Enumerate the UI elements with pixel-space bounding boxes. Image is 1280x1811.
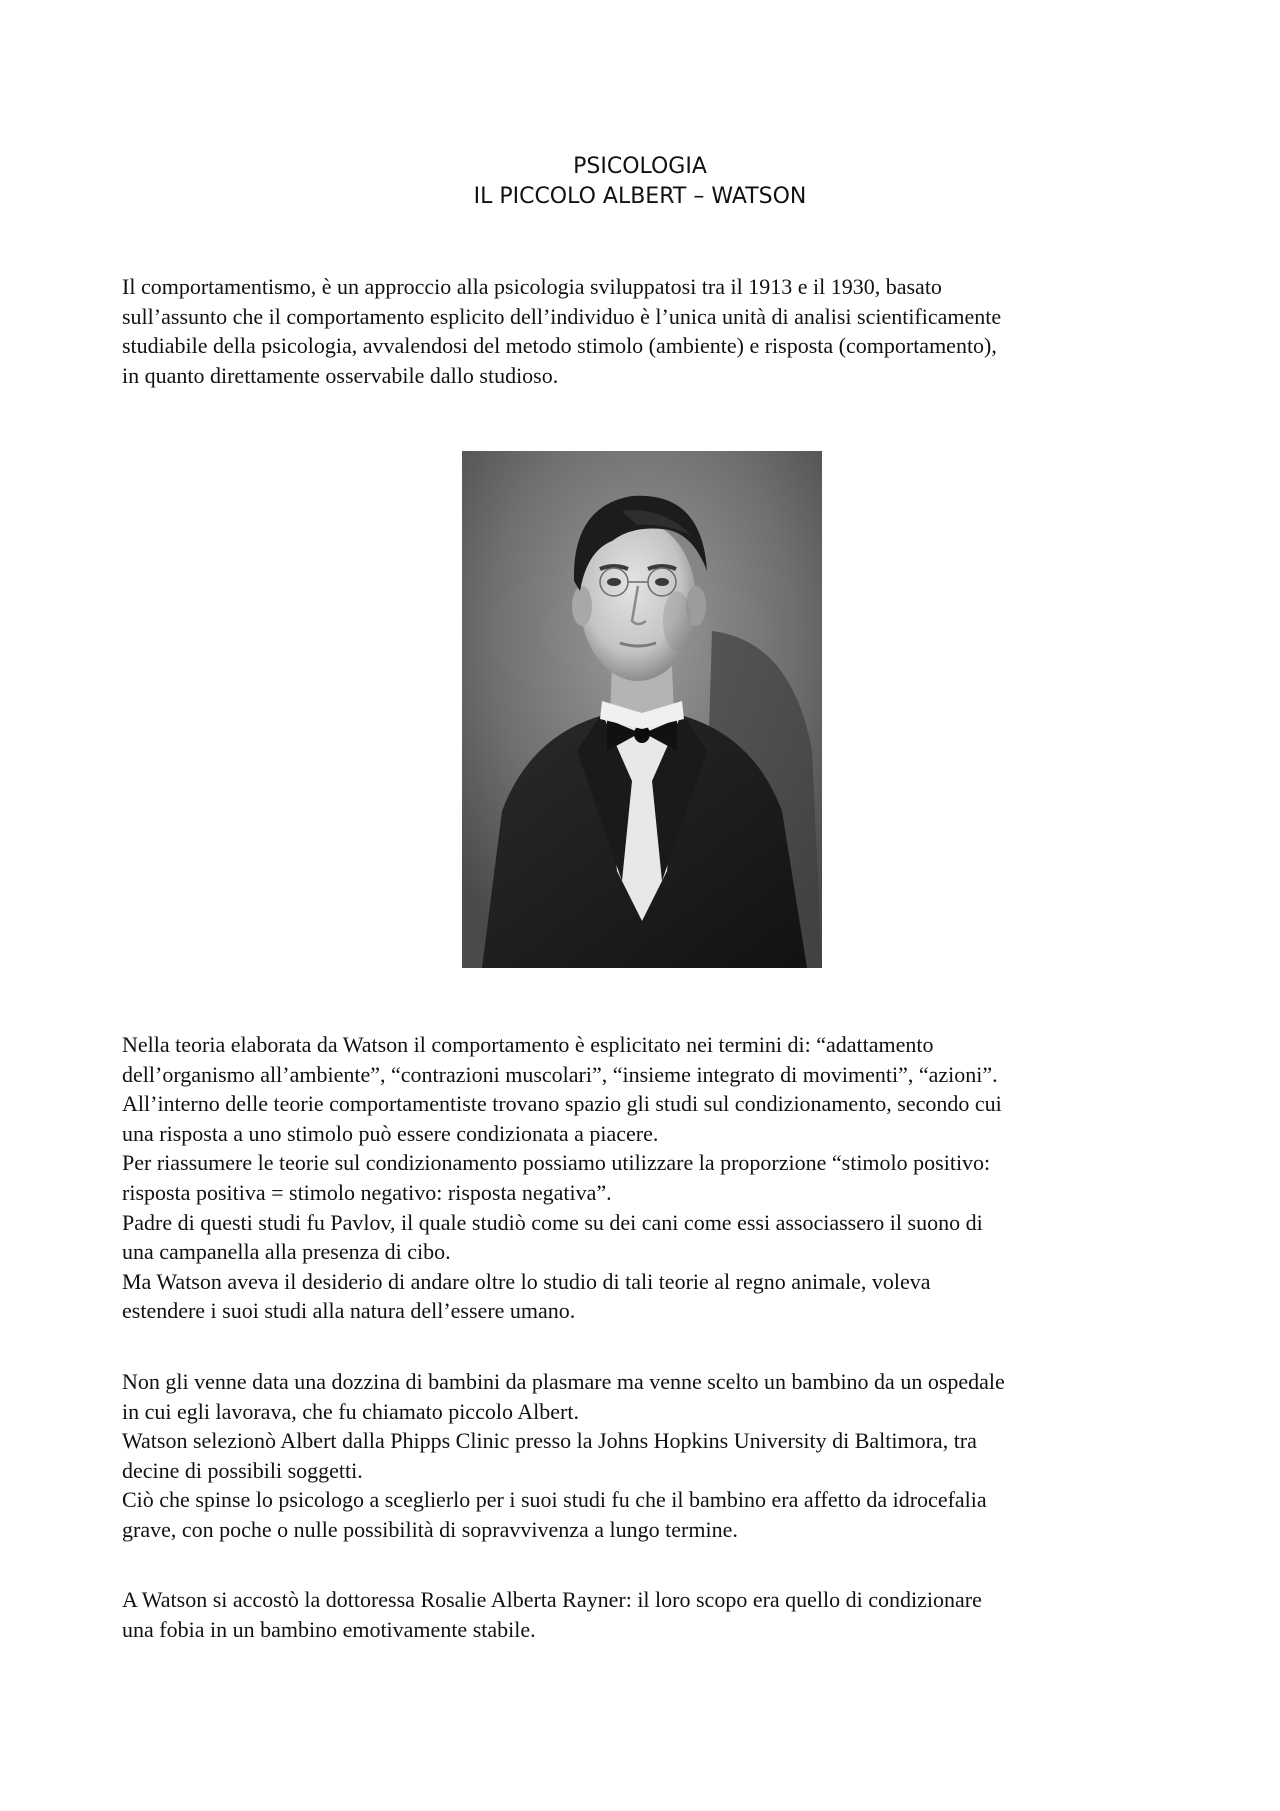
paragraph-line: Non gli venne data una dozzina di bambini da plasmare ma venne scelto un bambino da un ospedale (122, 1369, 1005, 1394)
paragraph-line: una campanella alla presenza di cibo. (122, 1239, 451, 1265)
intro-line: sull’assunto che il comportamento esplicito dell’individuo è l’unica unità di analisi scientificamente (122, 303, 1002, 329)
portrait-illustration (462, 451, 822, 968)
paragraph-line: in cui egli lavorava, che fu chiamato piccolo Albert. (122, 1398, 579, 1424)
paragraph-line: All’interno delle teorie comportamentiste trovano spazio gli studi sul condizionamento, secondo cui (122, 1091, 1002, 1117)
paragraph-line: grave, con poche o nulle possibilità di sopravvivenza a lungo termine. (122, 1516, 738, 1542)
title-subject: PSICOLOGIA (573, 154, 707, 179)
paragraph-line: risposta positiva = stimolo negativo: risposta negativa”. (122, 1179, 612, 1205)
title-topic: IL PICCOLO ALBERT – WATSON (473, 184, 807, 209)
watson-portrait-photo (462, 451, 822, 968)
paragraph-line: Per riassumere le teorie sul condizionamento possiamo utilizzare la proporzione “stimolo positivo: (122, 1150, 991, 1176)
watson-theory-paragraph (122, 1030, 1182, 1326)
paragraph-line: Ma Watson aveva il desiderio di andare oltre lo studio di tali teorie al regno animale, voleva (122, 1268, 931, 1294)
paragraph-line: dell’organismo all’ambiente”, “contrazioni muscolari”, “insieme integrato di movimenti”, “azioni”. (122, 1061, 998, 1087)
albert-selection-paragraph (122, 1367, 1182, 1545)
paragraph-line: Ciò che spinse lo psicologo a sceglierlo per i suoi studi fu che il bambino era affetto da idrocefalia (122, 1487, 987, 1513)
paragraph-line: Nella teoria elaborata da Watson il comportamento è esplicitato nei termini di: “adattamento (122, 1032, 934, 1057)
paragraph-line: una risposta a uno stimolo può essere condizionata a piacere. (122, 1120, 659, 1146)
document-title (0, 152, 1280, 212)
intro-paragraph (122, 272, 1182, 390)
paragraph-line: Watson selezionò Albert dalla Phipps Clinic presso la Johns Hopkins University di Baltimora, tra (122, 1428, 977, 1454)
intro-line: studiabile della psicologia, avvalendosi del metodo stimolo (ambiente) e risposta (comportamento), (122, 333, 997, 359)
paragraph-line: estendere i suoi studi alla natura dell’essere umano. (122, 1298, 576, 1324)
paragraph-line: A Watson si accostò la dottoressa Rosalie Alberta Rayner: il loro scopo era quello di condizionare (122, 1587, 982, 1612)
intro-line: Il comportamentismo, è un approccio alla psicologia sviluppatosi tra il 1913 e il 1930, basato (122, 274, 942, 299)
paragraph-line: decine di possibili soggetti. (122, 1457, 363, 1483)
rayner-paragraph (122, 1585, 1182, 1644)
intro-line: in quanto direttamente osservabile dallo studioso. (122, 362, 559, 388)
paragraph-line: Padre di questi studi fu Pavlov, il quale studiò come su dei cani come essi associassero il suono di (122, 1209, 983, 1235)
paragraph-line: una fobia in un bambino emotivamente stabile. (122, 1616, 536, 1642)
